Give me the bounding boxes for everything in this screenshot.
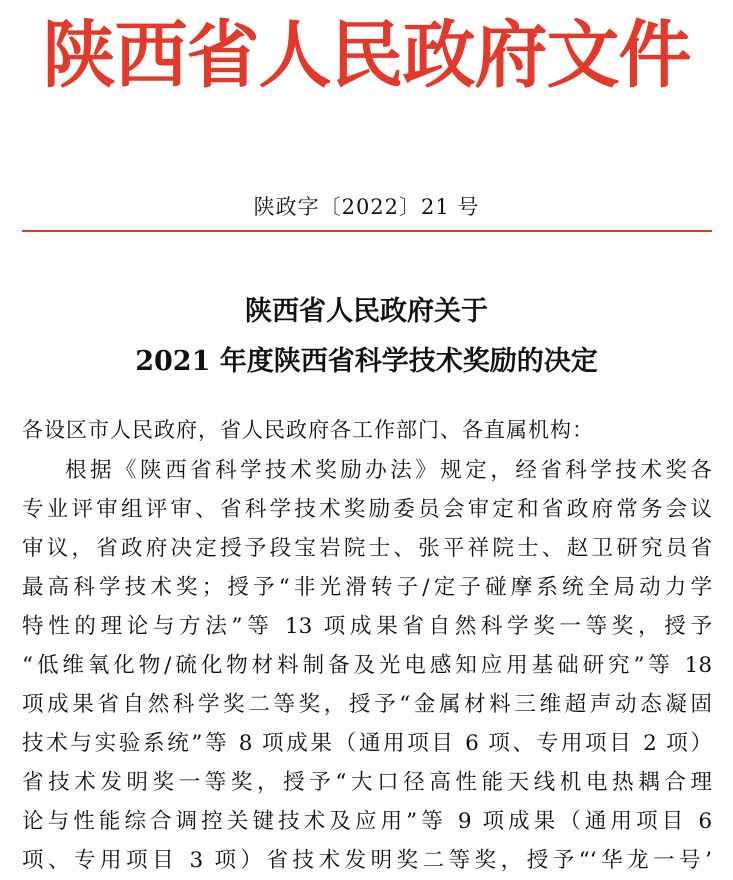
body-text (22, 451, 712, 880)
body-line: 最高科学技术奖；授予“非光滑转子/定子碰摩系统全局动力学 (22, 575, 712, 600)
body-line: 特性的理论与方法”等 13 项成果省自然科学奖一等奖，授予 (22, 614, 712, 639)
body-line: 省技术发明奖一等奖，授予“大口径高性能天线机电热耦合理 (22, 770, 712, 795)
body-line: 专业评审组评审、省科学技术奖励委员会审定和省政府常务会议 (22, 497, 712, 522)
body-line: 根据《陕西省科学技术奖励办法》规定，经省科学技术奖各 (65, 458, 712, 483)
salutation: 各设区市人民政府，省人民政府各工作部门、各直属机构： (22, 418, 594, 442)
body-line: 论与性能综合调控关键技术及应用”等 9 项成果（通用项目 6 (22, 809, 712, 834)
body-line: 审议，省政府决定授予段宝岩院士、张平祥院士、赵卫研究员省 (22, 536, 712, 561)
body-line: 项、专用项目 3 项）省技术发明奖二等奖，授予“‘华龙一号’ (22, 848, 712, 873)
document-number: 陕政字〔2022〕21 号 (253, 195, 480, 219)
body-line: 技术与实验系统”等 8 项成果（通用项目 6 项、专用项目 2 项） (22, 731, 712, 756)
document-title-line-2: 2021 年度陕西省科学技术奖励的决定 (135, 346, 598, 377)
red-divider (22, 230, 712, 232)
document-masthead: 陕西省人民政府文件 (42, 12, 691, 98)
document-title-line-1: 陕西省人民政府关于 (245, 296, 488, 327)
body-line: 项成果省自然科学奖二等奖，授予“金属材料三维超声动态凝固 (22, 692, 712, 717)
body-line: “低维氧化物/硫化物材料制备及光电感知应用基础研究”等 18 (22, 653, 712, 678)
